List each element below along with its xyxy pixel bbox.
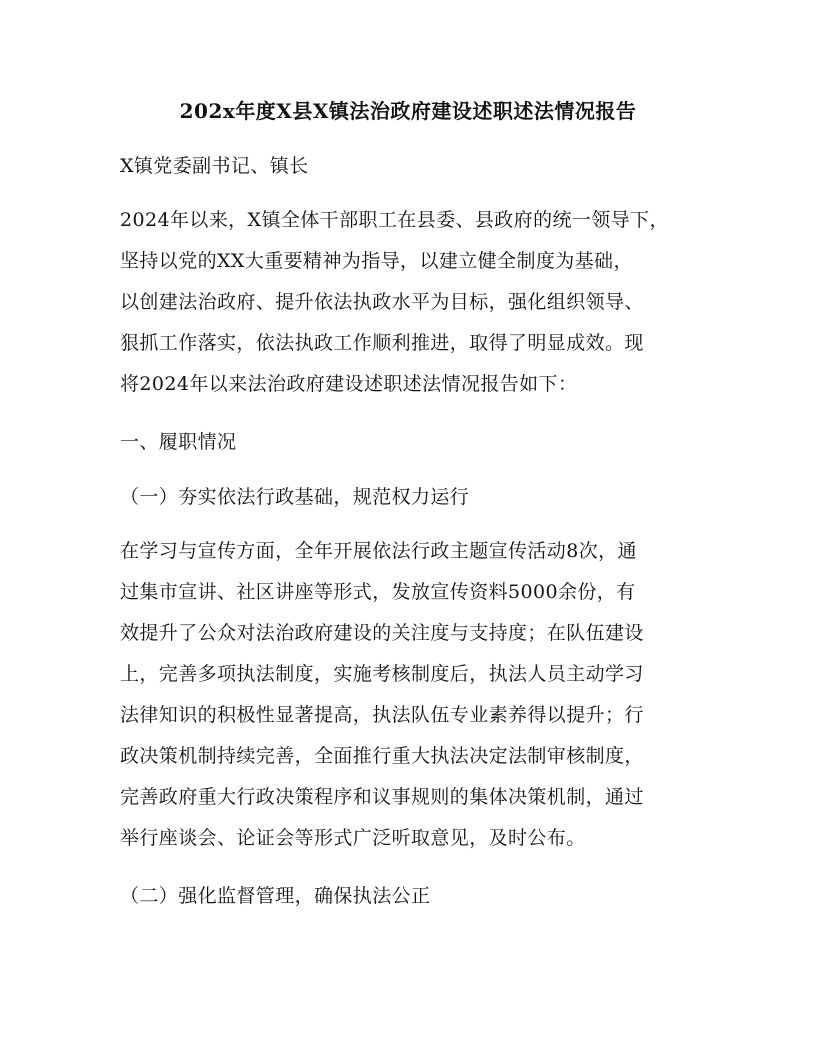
subsection-heading: （一）夯实依法行政基础，规范权力运行: [120, 486, 470, 508]
paragraph-line: 上，完善多项执法制度，实施考核制度后，执法人员主动学习: [120, 663, 644, 685]
paragraph-line: 政决策机制持续完善，全面推行重大执法决定法制审核制度，: [120, 745, 644, 767]
paragraph-line: 完善政府重大行政决策程序和议事规则的集体决策机制，通过: [120, 786, 644, 808]
paragraph-line: 以创建法治政府、提升依法执政水平为目标，强化组织领导、: [120, 291, 644, 313]
author-line: X镇党委副书记、镇长: [120, 155, 309, 177]
paragraph-line: 过集市宣讲、社区讲座等形式，发放宣传资料5000余份，有: [120, 581, 636, 603]
section-heading: 一、履职情况: [120, 431, 237, 453]
paragraph-line: 狠抓工作落实，依法执政工作顺利推进，取得了明显成效。现: [120, 332, 644, 354]
paragraph-line: 在学习与宣传方面，全年开展依法行政主题宣传活动8次，通: [120, 540, 637, 562]
paragraph-line: 效提升了公众对法治政府建设的关注度与支持度；在队伍建设: [120, 622, 644, 644]
paragraph-line: 坚持以党的XX大重要精神为指导，以建立健全制度为基础，: [120, 250, 633, 272]
document-title: 202x年度X县X镇法治政府建设述职述法情况报告: [179, 99, 637, 123]
paragraph-line: 法律知识的积极性显著提高，执法队伍专业素养得以提升；行: [120, 704, 644, 726]
paragraph-line: 2024年以来，X镇全体干部职工在县委、县政府的统一领导下，: [120, 209, 669, 231]
paragraph-line: 将2024年以来法治政府建设述职述法情况报告如下：: [120, 373, 578, 395]
subsection-heading: （二）强化监督管理，确保执法公正: [120, 885, 431, 907]
paragraph-line: 举行座谈会、论证会等形式广泛听取意见，及时公布。: [120, 827, 586, 849]
